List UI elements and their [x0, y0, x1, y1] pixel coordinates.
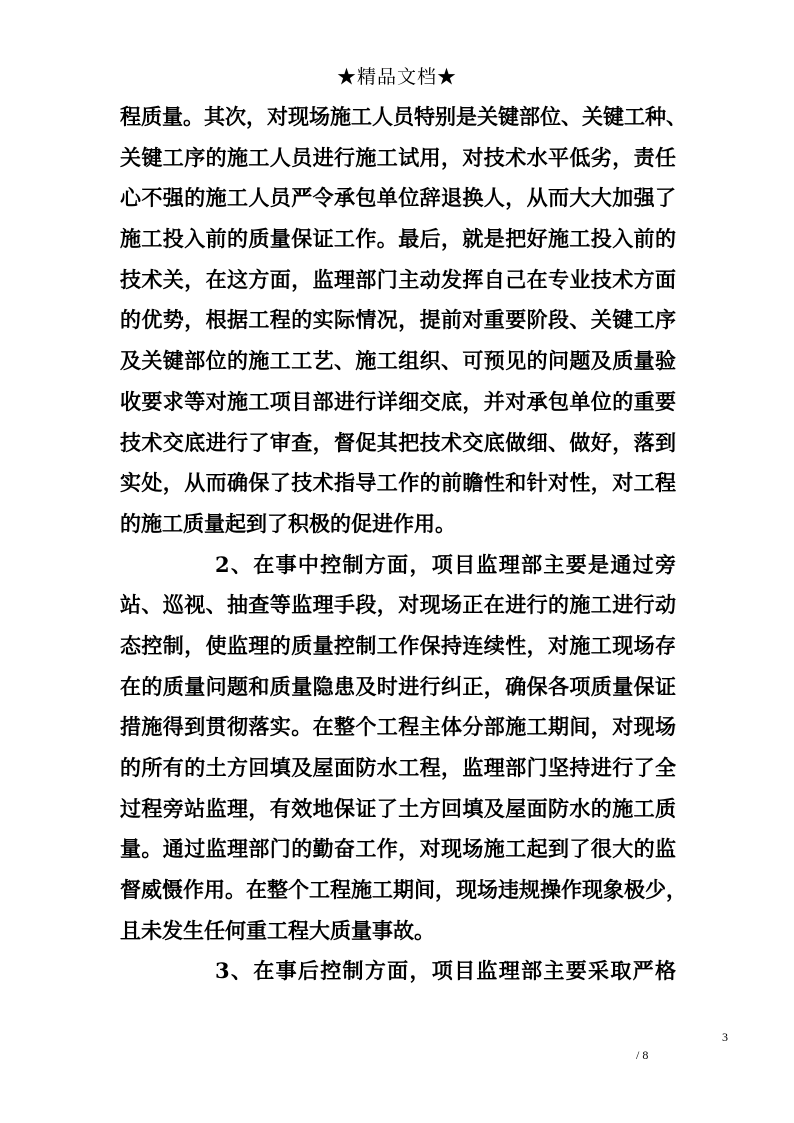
text-line: 措施得到贯彻落实。在整个工程主体分部施工期间，对现场: [120, 714, 676, 740]
text-line: 技术关，在这方面，监理部门主动发挥自己在专业技术方面: [120, 266, 676, 292]
text-line: 督威慑作用。在整个工程施工期间，现场违规操作现象极少，: [120, 877, 687, 903]
text-line: 实处，从而确保了技术指导工作的前瞻性和针对性，对工程: [120, 470, 676, 496]
text-line: 且未发生任何重工程大质量事故。: [120, 917, 435, 943]
text-line: 在的质量问题和质量隐患及时进行纠正，确保各项质量保证: [120, 673, 676, 699]
text-line: 站、巡视、抽查等监理手段，对现场正在进行的施工进行动: [120, 592, 676, 618]
text-line: 的施工质量起到了积极的促进作用。: [120, 510, 456, 536]
text-line: 过程旁站监理，有效地保证了土方回填及屋面防水的施工质: [120, 795, 676, 821]
document-header: ★精品文档★: [336, 66, 457, 88]
text-line: 及关键部位的施工工艺、施工组织、可预见的问题及质量验: [120, 348, 676, 374]
text-line: 2、在事中控制方面，项目监理部主要是通过旁: [215, 551, 676, 577]
document-body: [120, 97, 687, 992]
text-line: 的优势，根据工程的实际情况，提前对重要阶段、关键工序: [120, 307, 676, 333]
text-line: 关键工序的施工人员进行施工试用，对技术水平低劣，责任: [120, 144, 676, 170]
text-line: 态控制，使监理的质量控制工作保持连续性，对施工现场存: [120, 632, 676, 658]
text-line: 收要求等对施工项目部进行详细交底，并对承包单位的重要: [120, 388, 676, 414]
text-line: 程质量。其次，对现场施工人员特别是关键部位、关键工种、: [120, 104, 687, 129]
text-line: 施工投入前的质量保证工作。最后，就是把好施工投入前的: [120, 226, 676, 252]
page-total: / 8: [636, 1048, 649, 1062]
text-line: 心不强的施工人员严令承包单位辞退换人，从而大大加强了: [120, 185, 676, 211]
text-line: 技术交底进行了审查，督促其把技术交底做细、做好，落到: [120, 429, 676, 455]
text-line: 3、在事后控制方面，项目监理部主要采取严格: [215, 958, 676, 984]
text-line: 量。通过监理部门的勤奋工作，对现场施工起到了很大的监: [120, 836, 676, 862]
text-line: 的所有的土方回填及屋面防水工程，监理部门坚持进行了全: [120, 755, 676, 780]
page-number: 3: [722, 1030, 728, 1044]
